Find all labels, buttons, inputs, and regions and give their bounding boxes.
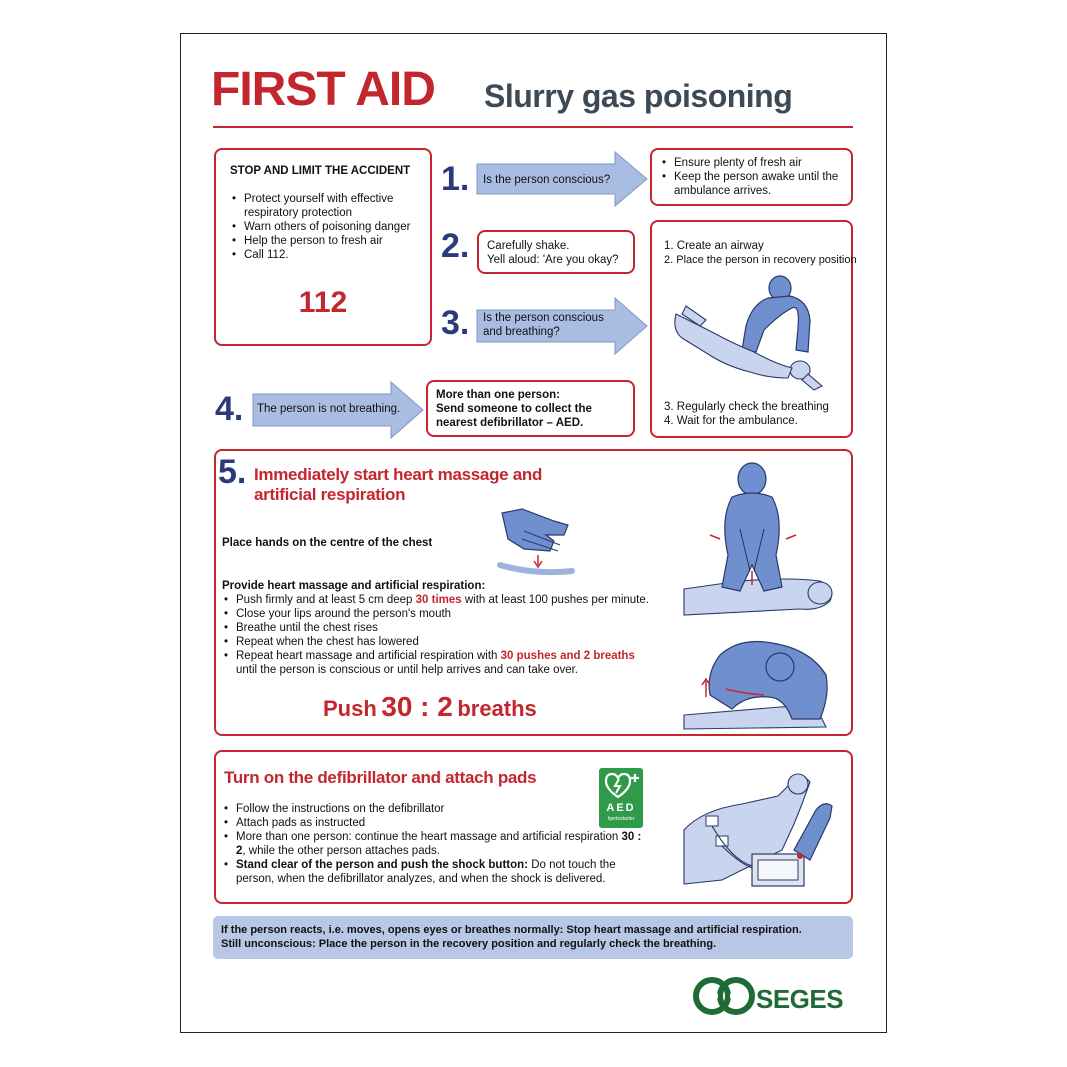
list-item: • Ensure plenty of fresh air [660,156,843,170]
step-number-1: 1. [441,160,470,198]
chest-compression-illustration [680,459,838,623]
list-item: • Attach pads as instructed [222,816,642,830]
shake-line-1: Carefully shake. [487,240,570,252]
step-number-4: 4. [215,390,244,428]
step5-heading-line-1: Immediately start heart massage and [254,465,543,484]
list-item: 3. Regularly check the breathing [664,401,829,413]
list-item: • Keep the person awake until the ambulance arrives. [660,170,843,198]
seges-wordmark: SEGES [756,984,844,1014]
list-item: 1. Create an airway [664,240,764,252]
stop-list [230,192,416,262]
page-title: FIRST AID [211,63,435,116]
aed-sign [599,768,643,828]
defibrillator-heading: Turn on the defibrillator and attach pads [224,768,537,787]
shake-box [477,230,635,274]
hands-label: Place hands on the centre of the chest [222,537,433,549]
defibrillator-note-box [426,380,635,437]
step5-box [214,449,853,736]
list-item: • Call 112. [230,248,416,262]
note-line-2: Send someone to collect the nearest defibrillator – AED. [436,403,592,429]
conscious-yes-box [650,148,853,206]
list-item: 4. Wait for the ambulance. [664,415,798,427]
seges-rings-icon [693,976,757,1016]
aed-label: AED [606,802,636,814]
step5-heading-line-2: artificial respiration [254,485,406,504]
list-item: • Help the person to fresh air [230,234,416,248]
shake-line-2: Yell aloud: 'Are you okay? [487,254,619,266]
provide-label: Provide heart massage and artificial respiration: [222,580,486,592]
step1-question: Is the person conscious? [483,174,611,186]
list-item: • Warn others of poisoning danger [230,220,416,234]
stop-heading: STOP AND LIMIT THE ACCIDENT [230,165,411,177]
stop-accident-box [214,148,432,346]
bottom-note-line-1: If the person reacts, i.e. moves, opens eyes or breathes normally: Stop heart massage and artificial respiration. [221,924,802,936]
step4-question: The person is not breathing. [257,403,401,415]
hands-on-chest-illustration [494,505,578,577]
step-number-3: 3. [441,304,470,342]
aed-heart-icon [602,771,640,801]
defibrillator-list [222,802,642,886]
page-subtitle: Slurry gas poisoning [484,78,793,114]
defibrillator-illustration [682,770,842,890]
emergency-number: 112 [298,286,348,319]
note-line-1: More than one person: [436,389,560,401]
list-item: 2. Place the person in recovery position [664,254,857,266]
list-item: • Breathe until the chest rises [222,621,652,635]
title-divider [213,126,853,128]
rescue-breath-illustration [680,635,838,731]
recovery-position-illustration [672,274,832,392]
defibrillator-box [214,750,853,904]
list-item: • Close your lips around the person's mouth [222,607,652,621]
list-item: • Repeat heart massage and artificial respiration with 30 pushes and 2 breaths until the person is conscious or until help arrives and can take over. [222,649,652,677]
aed-sub-label: hjertestarter [607,816,635,822]
step5-heading [254,465,542,505]
list-item: • More than one person: continue the heart massage and artificial respiration 30 : 2, while the other person attaches pads. [222,830,642,858]
recovery-position-box [650,220,857,438]
list-item: • Protect yourself with effective respiratory protection [230,192,416,220]
list-item: • Follow the instructions on the defibrillator [222,802,642,816]
list-item: • Push firmly and at least 5 cm deep 30 times with at least 100 pushes per minute. [222,593,652,607]
list-item: • Stand clear of the person and push the shock button: Do not touch the person, when the defibrillator analyzes, and when the shock is delivered. [222,858,642,886]
poster [180,33,887,1033]
seges-logo [693,976,853,1020]
list-item: • Repeat when the chest has lowered [222,635,652,649]
cpr-instructions-list [222,593,652,677]
bottom-note-line-2: Still unconscious: Place the person in the recovery position and regularly check the breathing. [221,938,717,950]
bottom-note [213,916,853,959]
step-number-2: 2. [441,227,470,265]
step-number-5: 5. [218,453,247,491]
push-ratio-text: Push 30 : 2 breaths [323,691,537,722]
step3-question: Is the person conscious and breathing? [483,312,604,338]
